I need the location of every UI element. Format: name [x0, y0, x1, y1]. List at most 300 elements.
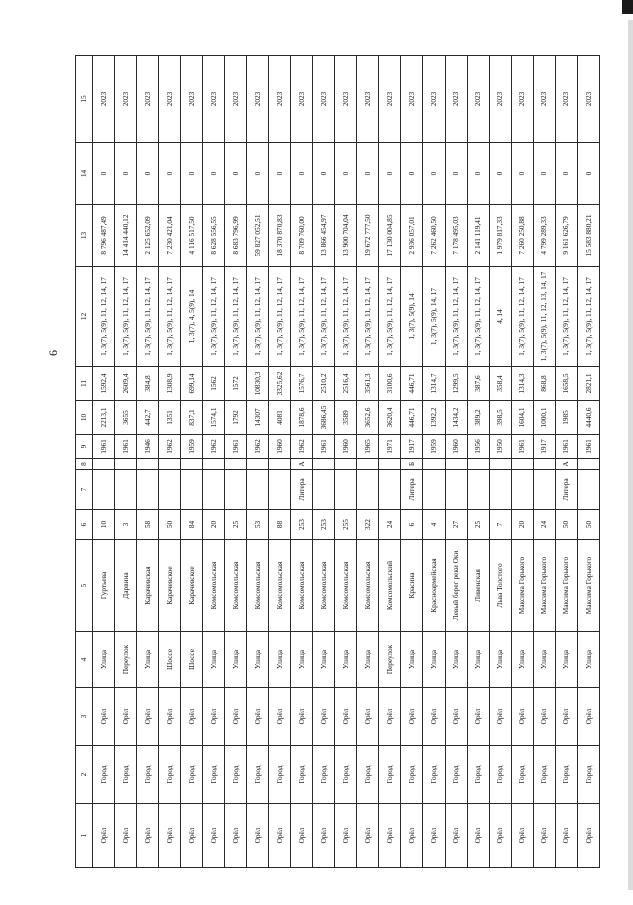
table-cell	[247, 470, 269, 510]
table-cell	[313, 470, 335, 510]
column-number-cell: 7	[76, 470, 93, 510]
table-cell: 2023	[115, 56, 137, 143]
table-cell: Улица	[357, 632, 379, 688]
table-cell: Орёл	[247, 688, 269, 746]
table-cell: Орёл	[93, 804, 115, 868]
table-cell: 8 796 487,49	[93, 205, 115, 267]
table-cell: Орёл	[203, 804, 225, 868]
table-cell: Орёл	[555, 688, 577, 746]
table-cell: 1961	[115, 435, 137, 459]
table-cell	[335, 459, 357, 470]
table-cell: 1, 3(7), 5(9), 11, 12, 14, 17	[159, 267, 181, 367]
table-cell: 1971	[379, 435, 401, 459]
table-cell: Дарвина	[115, 540, 137, 632]
table-cell: Орёл	[533, 688, 555, 746]
table-cell: Улица	[467, 632, 489, 688]
table-cell: Карачевское	[181, 540, 203, 632]
column-number-cell: 11	[76, 367, 93, 401]
table-cell: 14307	[247, 401, 269, 435]
table-cell: 398,5	[489, 401, 511, 435]
table-cell: 2516,4	[335, 367, 357, 401]
table-cell	[137, 459, 159, 470]
table-cell: 3655	[115, 401, 137, 435]
table-cell: Орёл	[423, 688, 445, 746]
table-cell: 0	[489, 143, 511, 205]
table-cell: Ливенская	[467, 540, 489, 632]
table-cell: 1351	[159, 401, 181, 435]
column-number-cell: 13	[76, 205, 93, 267]
table-cell: 0	[247, 143, 269, 205]
table-cell: 2 936 057,01	[401, 205, 423, 267]
table-cell: Орёл	[203, 688, 225, 746]
table-cell: 1392,2	[423, 401, 445, 435]
table-cell: Орёл	[335, 804, 357, 868]
table-cell: Комсомольская	[247, 540, 269, 632]
table-cell: 699,14	[181, 367, 203, 401]
table-cell: 1, 3(7), 5(9), 11, 12, 14, 17	[115, 267, 137, 367]
table-cell	[115, 459, 137, 470]
table-cell	[467, 459, 489, 470]
table-cell: Красина	[401, 540, 423, 632]
table-cell: 1604,1	[511, 401, 533, 435]
table-cell: 14 414 440,12	[115, 205, 137, 267]
table-cell: 1965	[357, 435, 379, 459]
table-cell: Улица	[533, 632, 555, 688]
table-cell: Город	[137, 746, 159, 804]
table-cell	[115, 470, 137, 510]
table-cell: 0	[577, 143, 599, 205]
table-cell: 4 116 517,50	[181, 205, 203, 267]
table-cell: 0	[511, 143, 533, 205]
table-cell: 1592,4	[93, 367, 115, 401]
table-cell: Комсомольская	[225, 540, 247, 632]
table-cell: 0	[93, 143, 115, 205]
table-cell: Город	[489, 746, 511, 804]
table-cell: 1956	[467, 435, 489, 459]
table-row	[555, 56, 577, 868]
table-cell: 3686,45	[313, 401, 335, 435]
table-cell: 59 827 052,51	[247, 205, 269, 267]
table-cell: 13 866 454,97	[313, 205, 335, 267]
table-cell: 2023	[467, 56, 489, 143]
table-cell: 1960	[269, 435, 291, 459]
table-cell: 0	[115, 143, 137, 205]
table-cell: 0	[467, 143, 489, 205]
table-cell: 1572	[225, 367, 247, 401]
table-cell: 1961	[313, 435, 335, 459]
table-cell: Орёл	[335, 688, 357, 746]
table-cell: 2023	[247, 56, 269, 143]
column-number-row	[76, 56, 93, 868]
table-cell	[445, 459, 467, 470]
table-cell: 0	[357, 143, 379, 205]
table-cell: 1, 3(7), 5(9), 11, 12, 14, 17	[555, 267, 577, 367]
table-row	[401, 56, 423, 868]
table-cell: Переулок	[379, 632, 401, 688]
table-row	[291, 56, 313, 868]
table-cell: 3589	[335, 401, 357, 435]
table-cell: 2023	[511, 56, 533, 143]
table-cell: 1, 3(7), 5(9), 11, 12, 14, 17	[225, 267, 247, 367]
table-cell: 1962	[247, 435, 269, 459]
table-cell: 1, 3(7), 5(9), 11, 12, 14, 17	[379, 267, 401, 367]
column-number-cell: 4	[76, 632, 93, 688]
table-cell: Орёл	[159, 688, 181, 746]
table-cell: 358,4	[489, 367, 511, 401]
table-cell: Город	[423, 746, 445, 804]
table-cell: Улица	[335, 632, 357, 688]
table-cell: Улица	[313, 632, 335, 688]
table-cell	[203, 459, 225, 470]
table-cell: 442,7	[137, 401, 159, 435]
table-cell: Улица	[511, 632, 533, 688]
table-cell: 27	[445, 510, 467, 540]
column-number-cell: 6	[76, 510, 93, 540]
table-cell: 0	[203, 143, 225, 205]
table-cell: 2023	[445, 56, 467, 143]
table-cell: Максима Горького	[533, 540, 555, 632]
table-cell	[379, 459, 401, 470]
column-number-cell: 14	[76, 143, 93, 205]
table-cell: Литера	[555, 470, 577, 510]
table-row	[247, 56, 269, 868]
table-cell: 253	[291, 510, 313, 540]
table-cell: 58	[137, 510, 159, 540]
table-cell: Комсомольская	[313, 540, 335, 632]
table-cell: 2213,1	[93, 401, 115, 435]
table-cell: Город	[467, 746, 489, 804]
table-cell: 8 628 556,55	[203, 205, 225, 267]
table-cell: 1, 3(7), 5(9), 11, 12, 14, 17	[247, 267, 269, 367]
table-cell: Комсомольская	[203, 540, 225, 632]
table-cell: 1946	[137, 435, 159, 459]
table-cell: Орёл	[379, 688, 401, 746]
table-cell	[247, 459, 269, 470]
scan-corner-mark	[622, 0, 633, 14]
table-cell: Шоссе	[181, 632, 203, 688]
table-cell: 253	[313, 510, 335, 540]
table-cell	[423, 459, 445, 470]
table-cell: Орёл	[533, 804, 555, 868]
table-cell	[93, 459, 115, 470]
table-cell: Город	[269, 746, 291, 804]
table-cell	[269, 470, 291, 510]
column-number-cell: 5	[76, 540, 93, 632]
table-cell: Комсомольская	[357, 540, 379, 632]
table-cell	[533, 459, 555, 470]
table-row	[181, 56, 203, 868]
table-cell: 84	[181, 510, 203, 540]
table-cell: 19 672 777,50	[357, 205, 379, 267]
table-cell: Максима Горького	[511, 540, 533, 632]
table-cell: 1658,5	[555, 367, 577, 401]
table-cell: 322	[357, 510, 379, 540]
table-cell: Город	[247, 746, 269, 804]
table-cell: Орёл	[313, 688, 335, 746]
table-cell: 1961	[577, 435, 599, 459]
table-cell	[467, 470, 489, 510]
table-cell	[225, 459, 247, 470]
table-cell: 1962	[291, 435, 313, 459]
table-cell: 1, 3(7), 5(9), 14, 17	[423, 267, 445, 367]
table-cell: Улица	[93, 632, 115, 688]
table-cell: 2023	[159, 56, 181, 143]
table-cell: 1, 3(7), 5(9), 11, 12, 14, 17	[93, 267, 115, 367]
table-cell: Город	[401, 746, 423, 804]
table-cell: 1562	[203, 367, 225, 401]
table-cell: 384,8	[137, 367, 159, 401]
table-cell	[313, 459, 335, 470]
table-cell: Улица	[489, 632, 511, 688]
table-cell: 1, 3(7), 5(9), 11, 12, 14, 17	[203, 267, 225, 367]
table-cell: 0	[291, 143, 313, 205]
table-cell: А	[291, 459, 313, 470]
table-body	[76, 56, 600, 868]
table-cell: 9 161 626,79	[555, 205, 577, 267]
table-cell: 255	[335, 510, 357, 540]
table-cell: Орёл	[115, 804, 137, 868]
table-cell: 2023	[423, 56, 445, 143]
table-cell: 1961	[93, 435, 115, 459]
table-cell: 10830,3	[247, 367, 269, 401]
table-cell: 24	[533, 510, 555, 540]
table-cell: 1962	[203, 435, 225, 459]
table-row	[423, 56, 445, 868]
table-cell: 2023	[93, 56, 115, 143]
table-cell: Комсомольский	[379, 540, 401, 632]
table-cell: 15 583 880,21	[577, 205, 599, 267]
table-cell: Улица	[555, 632, 577, 688]
table-cell: Гуртьева	[93, 540, 115, 632]
table-cell	[159, 459, 181, 470]
table-cell: Орёл	[577, 688, 599, 746]
table-cell: Орёл	[511, 804, 533, 868]
table-cell: Орёл	[93, 688, 115, 746]
table-cell: Город	[291, 746, 313, 804]
table-cell: Орёл	[511, 688, 533, 746]
table-cell	[225, 470, 247, 510]
column-number-cell: 12	[76, 267, 93, 367]
table-cell: 1961	[555, 435, 577, 459]
table-cell	[357, 459, 379, 470]
table-cell: 20	[511, 510, 533, 540]
table-cell: 1, 3(7), 5(9), 11, 12, 13, 14, 17	[533, 267, 555, 367]
table-cell: Максима Горького	[577, 540, 599, 632]
table-cell: Улица	[225, 632, 247, 688]
table-cell: 1308,9	[159, 367, 181, 401]
column-number-cell: 1	[76, 804, 93, 868]
table-cell: 2023	[137, 56, 159, 143]
table-cell: 1576,7	[291, 367, 313, 401]
table-cell: Орёл	[401, 688, 423, 746]
table-cell: Орёл	[181, 804, 203, 868]
table-cell: 1, 3(7), 5(9), 11, 12, 14, 17	[357, 267, 379, 367]
table-cell: 2023	[181, 56, 203, 143]
table-cell: 6	[401, 510, 423, 540]
table-cell: 50	[555, 510, 577, 540]
table-cell: 2023	[577, 56, 599, 143]
table-cell: 837,1	[181, 401, 203, 435]
table-cell: 1, 3(7), 5(9), 11, 12, 14, 17	[269, 267, 291, 367]
table-cell: 3620,4	[379, 401, 401, 435]
table-cell: 1574,1	[203, 401, 225, 435]
table-cell: 1917	[401, 435, 423, 459]
table-cell	[379, 470, 401, 510]
table-cell: Город	[335, 746, 357, 804]
table-row	[269, 56, 291, 868]
table-cell: Улица	[269, 632, 291, 688]
table-cell: Орёл	[291, 804, 313, 868]
table-cell: Город	[511, 746, 533, 804]
table-cell: 2821,1	[577, 367, 599, 401]
table-cell: 3	[115, 510, 137, 540]
table-cell: Город	[93, 746, 115, 804]
table-cell: 1, 3(7), 5(9), 14	[401, 267, 423, 367]
table-row	[577, 56, 599, 868]
table-row	[93, 56, 115, 868]
table-cell: 2023	[203, 56, 225, 143]
table-cell: Город	[115, 746, 137, 804]
table-cell: 1, 3(7), 5(9), 11, 12, 14, 17	[467, 267, 489, 367]
table-cell: 0	[555, 143, 577, 205]
table-cell: 4081	[269, 401, 291, 435]
table-cell: 1961	[225, 435, 247, 459]
table-cell	[357, 470, 379, 510]
table-cell: 2023	[313, 56, 335, 143]
table-cell: Улица	[247, 632, 269, 688]
table-cell: Орёл	[137, 688, 159, 746]
table-cell: Город	[555, 746, 577, 804]
table-cell	[489, 470, 511, 510]
table-cell: 1, 3(7), 5(9), 11, 12, 14, 17	[313, 267, 335, 367]
table-cell	[533, 470, 555, 510]
page-number: 6	[46, 350, 60, 356]
scan-edge-shadow	[628, 20, 633, 890]
table-cell: 2 141 119,41	[467, 205, 489, 267]
table-row	[203, 56, 225, 868]
table-cell: Орёл	[401, 804, 423, 868]
table-cell: Орёл	[269, 804, 291, 868]
table-cell: 8 683 796,99	[225, 205, 247, 267]
table-cell: 7 260 250,88	[511, 205, 533, 267]
table-cell: 53	[247, 510, 269, 540]
table-cell: 1314,7	[423, 367, 445, 401]
table-cell	[577, 459, 599, 470]
table-cell: 1314,3	[511, 367, 533, 401]
table-cell: Улица	[291, 632, 313, 688]
table-cell: 1950	[489, 435, 511, 459]
table-cell: 25	[225, 510, 247, 540]
table-cell: 1792	[225, 401, 247, 435]
table-cell: 18 370 870,83	[269, 205, 291, 267]
table-cell	[423, 470, 445, 510]
table-cell: 13 900 704,04	[335, 205, 357, 267]
table-cell: Б	[401, 459, 423, 470]
table-cell: 50	[577, 510, 599, 540]
table-cell: Город	[313, 746, 335, 804]
table-cell	[181, 470, 203, 510]
table-cell: Льва Толстого	[489, 540, 511, 632]
table-cell: 2023	[269, 56, 291, 143]
table-cell: Орёл	[181, 688, 203, 746]
table-cell: Орёл	[225, 688, 247, 746]
table-cell	[137, 470, 159, 510]
table-cell: 2023	[379, 56, 401, 143]
table-row	[137, 56, 159, 868]
table-cell	[159, 470, 181, 510]
table-row	[489, 56, 511, 868]
table-cell: 1959	[423, 435, 445, 459]
table-cell: 3652,6	[357, 401, 379, 435]
table-cell: Орёл	[555, 804, 577, 868]
table-cell: 2 125 652,09	[137, 205, 159, 267]
table-cell: 3100,6	[379, 367, 401, 401]
table-cell: Город	[577, 746, 599, 804]
table-cell: 24	[379, 510, 401, 540]
table-cell: Город	[159, 746, 181, 804]
table-cell: Орёл	[445, 688, 467, 746]
table-cell: 25	[467, 510, 489, 540]
table-cell: Улица	[423, 632, 445, 688]
table-cell: Карачевское	[159, 540, 181, 632]
table-cell: 4	[423, 510, 445, 540]
table-cell: Улица	[445, 632, 467, 688]
table-cell: 7 230 421,04	[159, 205, 181, 267]
table-cell: Орёл	[159, 804, 181, 868]
table-cell: 1, 3(7), 5(9), 11, 12, 14, 17	[511, 267, 533, 367]
table-row	[115, 56, 137, 868]
table-cell: 3325,62	[269, 367, 291, 401]
table-row	[445, 56, 467, 868]
table-cell: Литера	[291, 470, 313, 510]
table-row	[357, 56, 379, 868]
table-cell: 1, 3(7), 5(9), 11, 12, 14, 17	[445, 267, 467, 367]
table-cell: 1, 3(7), 4, 5(9), 14	[181, 267, 203, 367]
table-cell: 389,2	[467, 401, 489, 435]
table-cell: Орёл	[489, 804, 511, 868]
table-cell: 2609,4	[115, 367, 137, 401]
table-cell	[335, 470, 357, 510]
table-cell: 1000,1	[533, 401, 555, 435]
table-cell: 1960	[445, 435, 467, 459]
table-cell: 7 262 460,50	[423, 205, 445, 267]
table-cell: 20	[203, 510, 225, 540]
table-cell: 0	[445, 143, 467, 205]
table-cell: Левый берег реки Оки	[445, 540, 467, 632]
table-cell: 4 799 289,33	[533, 205, 555, 267]
table-cell: 1, 3(7), 5(9), 11, 12, 14, 17	[137, 267, 159, 367]
table-cell: Город	[203, 746, 225, 804]
table-cell: 1961	[511, 435, 533, 459]
table-cell: 387,6	[467, 367, 489, 401]
table-cell: Улица	[137, 632, 159, 688]
table-cell: Красноармейская	[423, 540, 445, 632]
table-row	[467, 56, 489, 868]
table-cell	[489, 459, 511, 470]
table-cell: Орёл	[489, 688, 511, 746]
table-cell	[181, 459, 203, 470]
table-cell: Орёл	[247, 804, 269, 868]
table-cell: Орёл	[467, 804, 489, 868]
table-cell: Комсомольская	[269, 540, 291, 632]
table-cell: Комсомольская	[291, 540, 313, 632]
table-cell: 2510,2	[313, 367, 335, 401]
table-cell: Улица	[577, 632, 599, 688]
table-cell: Город	[181, 746, 203, 804]
table-cell: 0	[313, 143, 335, 205]
table-cell: Орёл	[137, 804, 159, 868]
table-cell: Орёл	[379, 804, 401, 868]
